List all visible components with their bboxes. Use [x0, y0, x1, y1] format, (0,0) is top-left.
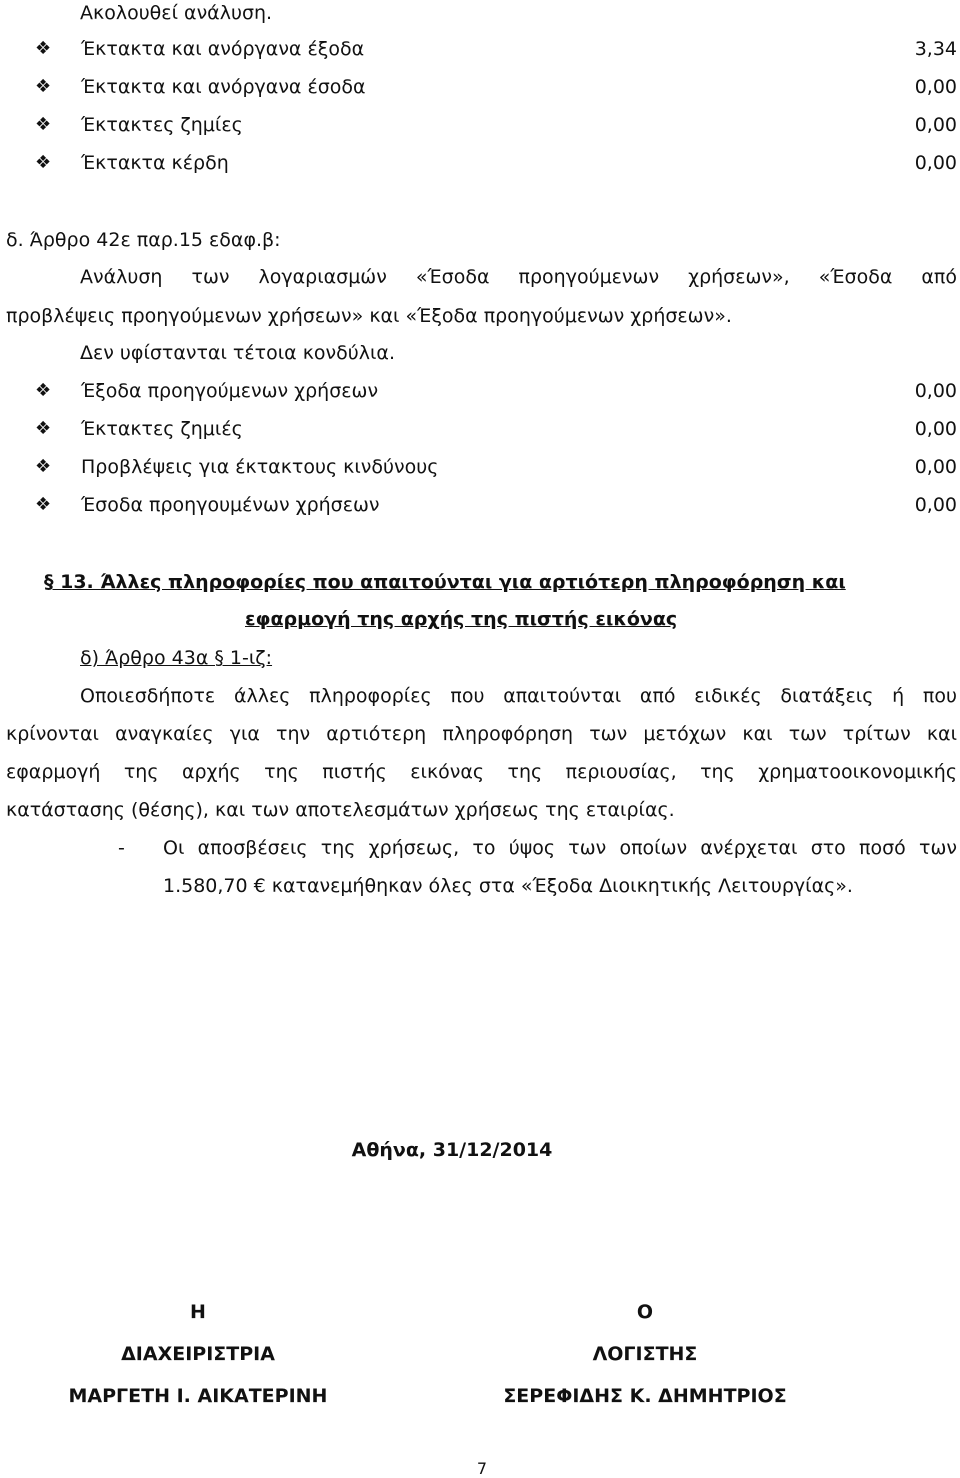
- intro-text: Ακολουθεί ανάλυση.: [80, 2, 273, 24]
- list-item: [35, 154, 957, 178]
- signature-article: Ο: [636, 1301, 654, 1323]
- paragraph-line: εφαρμογή της αρχής της πιστής εικόνας της περιουσίας, της χρηματοοικονομικής: [6, 761, 957, 783]
- diamond-bullet-icon: ❖: [35, 38, 52, 59]
- item-label: Έκτακτα και ανόργανα έσοδα: [81, 76, 366, 98]
- no-items-text: Δεν υφίστανται τέτοια κονδύλια.: [80, 342, 395, 364]
- diamond-bullet-icon: ❖: [35, 456, 52, 477]
- list-item: [35, 420, 957, 444]
- item-value: 0,00: [914, 418, 957, 440]
- item-value: 0,00: [914, 456, 957, 478]
- signature-article: Η: [190, 1301, 206, 1323]
- section-heading: § 13. Άλλες πληροφορίες που απαιτούνται για αρτιότερη πληροφόρηση και: [44, 571, 846, 593]
- item-label: Έκτακτα κέρδη: [81, 152, 229, 174]
- analysis-line: προβλέψεις προηγούμενων χρήσεων» και «Έξοδα προηγούμενων χρήσεων».: [6, 305, 732, 327]
- place-date: Αθήνα, 31/12/2014: [351, 1139, 553, 1161]
- section-title: δ. Άρθρο 42ε παρ.15 εδαφ.β:: [6, 229, 281, 251]
- dash-item-line: Οι αποσβέσεις της χρήσεως, το ύψος των οποίων ανέρχεται στο ποσό των: [163, 837, 957, 859]
- item-value: 0,00: [914, 114, 957, 136]
- item-label: Έξοδα προηγούμενων χρήσεων: [81, 380, 379, 402]
- item-value: 3,34: [914, 38, 957, 60]
- article-reference: δ) Άρθρο 43α § 1-ιζ:: [80, 647, 273, 669]
- diamond-bullet-icon: ❖: [35, 380, 52, 401]
- dash-marker: -: [118, 837, 125, 859]
- item-value: 0,00: [914, 152, 957, 174]
- item-value: 0,00: [914, 494, 957, 516]
- diamond-bullet-icon: ❖: [35, 114, 52, 135]
- list-item: [35, 382, 957, 406]
- list-item: [35, 40, 957, 64]
- item-label: Έσοδα προηγουμένων χρήσεων: [81, 494, 380, 516]
- item-value: 0,00: [914, 380, 957, 402]
- list-item: [35, 78, 957, 102]
- dash-item-line: 1.580,70 € κατανεμήθηκαν όλες στα «Έξοδα Διοικητικής Λειτουργίας».: [163, 875, 853, 897]
- list-item: [35, 458, 957, 482]
- signature-role: ΔΙΑΧΕΙΡΙΣΤΡΙΑ: [121, 1343, 275, 1365]
- diamond-bullet-icon: ❖: [35, 152, 52, 173]
- signature-role: ΛΟΓΙΣΤΗΣ: [592, 1343, 698, 1365]
- item-label: Έκτακτες ζημίες: [81, 114, 243, 136]
- paragraph-line: Οποιεσδήποτε άλλες πληροφορίες που απαιτούνται από ειδικές διατάξεις ή που: [80, 685, 957, 707]
- list-item: [35, 116, 957, 140]
- signature-name: ΣΕΡΕΦΙΔΗΣ Κ. ΔΗΜΗΤΡΙΟΣ: [503, 1385, 787, 1407]
- analysis-line: Ανάλυση των λογαριασμών «Έσοδα προηγούμενων χρήσεων», «Έσοδα από: [80, 266, 957, 288]
- item-label: Έκτακτα και ανόργανα έξοδα: [81, 38, 365, 60]
- page-number: 7: [476, 1459, 488, 1478]
- item-label: Προβλέψεις για έκτακτους κινδύνους: [81, 456, 439, 478]
- diamond-bullet-icon: ❖: [35, 418, 52, 439]
- section-heading-continued: εφαρμογή της αρχής της πιστής εικόνας: [245, 608, 678, 630]
- paragraph-line: κατάστασης (θέσης), και των αποτελεσμάτων χρήσεως της εταιρίας.: [6, 799, 675, 821]
- item-value: 0,00: [914, 76, 957, 98]
- signature-name: ΜΑΡΓΕΤΗ Ι. ΑΙΚΑΤΕΡΙΝΗ: [68, 1385, 328, 1407]
- item-label: Έκτακτες ζημιές: [81, 418, 243, 440]
- diamond-bullet-icon: ❖: [35, 76, 52, 97]
- paragraph-line: κρίνονται αναγκαίες για την αρτιότερη πληροφόρηση των μετόχων και των τρίτων και: [6, 723, 957, 745]
- diamond-bullet-icon: ❖: [35, 494, 52, 515]
- list-item: [35, 496, 957, 520]
